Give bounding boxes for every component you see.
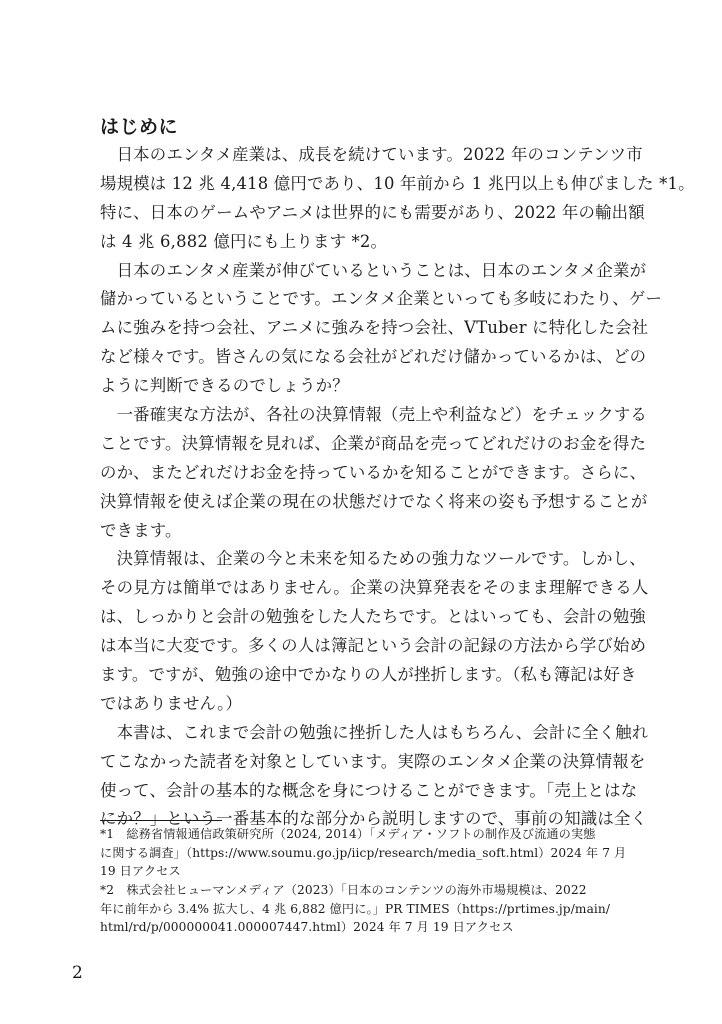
body-line: 場規模は 12 兆 4,418 億円であり、10 年前から 1 兆円以上も伸びました *1。 — [100, 173, 695, 193]
body-line: 使って、会計の基本的な概念を身につけることができます。「売上とはな — [100, 780, 638, 800]
body-line: は 4 兆 6,882 億円にも上ります *2。 — [100, 231, 388, 251]
body-line: できます。 — [100, 520, 182, 540]
body-line: は本当に大変です。多くの人は簿記という会計の記録の方法から学び始め — [100, 636, 647, 656]
body-line: ます。ですが、勉強の途中でかなりの人が挫折します。（私も簿記は好き — [100, 665, 637, 685]
body-line: など様々です。皆さんの気になる会社がどれだけ儲かっているかは、どの — [100, 347, 647, 367]
footnote-line: *2 株式会社ヒューマンメディア（2023）「日本のコンテンツの海外市場規模は、2022 — [100, 883, 587, 898]
body-line: のか、またどれだけお金を持っているかを知ることができます。さらに、 — [100, 462, 647, 482]
body-line: てこなかった読者を対象としています。実際のエンタメ企業の決算情報を — [100, 751, 646, 771]
footnote-line: 年に前年から 3.4% 拡大し、4 兆 6,882 億円に。」PR TIMES（https://prtimes.jp/main/ — [100, 901, 611, 916]
body-line: その見方は簡単ではありません。企業の決算発表をそのまま理解できる人 — [100, 578, 649, 598]
body-line: は、しっかりと会計の勉強をした人たちです。とはいっても、会計の勉強 — [100, 607, 647, 627]
body-line: ことです。決算情報を見れば、企業が商品を売ってどれだけのお金を得た — [100, 433, 647, 453]
body-line: 決算情報を使えば企業の現在の状態だけでなく将来の姿も予想することが — [100, 491, 648, 511]
footnote-divider — [100, 820, 222, 821]
footnotes — [100, 825, 630, 937]
page-number: 2 — [72, 963, 83, 983]
body-line: ではありません。） — [100, 693, 243, 713]
body-line: ムに強みを持つ会社、アニメに強みを持つ会社、VTuber に特化した会社 — [100, 318, 649, 338]
body-line: ように判断できるのでしょうか？ — [100, 376, 349, 396]
body-line: 日本のエンタメ産業は、成長を続けています。2022 年のコンテンツ市 — [100, 145, 643, 164]
footnote-line: に関する調査」（https://www.soumu.go.jp/iicp/research/media_soft.html）2024 年 7 月 — [100, 845, 627, 860]
section-heading: はじめに — [100, 116, 179, 138]
footnote-line: 19 日アクセス — [100, 864, 181, 879]
body-line: 決算情報は、企業の今と未来を知るための強力なツールです。しかし、 — [100, 549, 646, 569]
body-line: にか？」という一番基本的な部分から説明しますので、事前の知識は全く — [100, 809, 648, 829]
body-line: 特に、日本のゲームやアニメは世界的にも需要があり、2022 年の輸出額 — [100, 202, 645, 222]
body-line: 日本のエンタメ産業が伸びているということは、日本のエンタメ企業が — [100, 260, 647, 280]
footnote-line: *1 総務省情報通信政策研究所（2024, 2014）「メディア・ソフトの制作及び流通の実態 — [100, 827, 596, 841]
body-line: 本書は、これまで会計の勉強に挫折した人はもちろん、会計に全く触れ — [100, 722, 649, 742]
body-line: 一番確実な方法が、各社の決算情報（売上や利益など）をチェックする — [100, 405, 647, 425]
body-text — [100, 141, 695, 834]
footnote-line: html/rd/p/000000041.000007447.html）2024 年 7 月 19 日アクセス — [100, 920, 514, 935]
body-line: 儲かっているということです。エンタメ企業といっても多岐にわたり、ゲー — [100, 289, 663, 309]
